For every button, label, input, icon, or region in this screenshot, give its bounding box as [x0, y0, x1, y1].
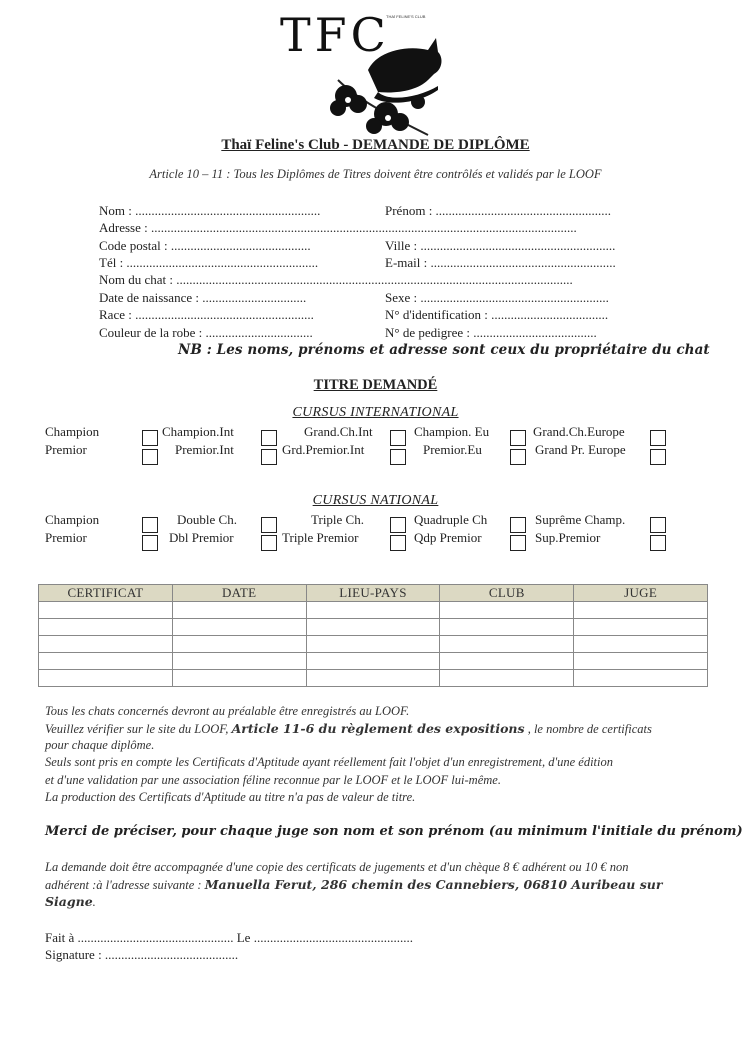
- option-label: Premior.Int: [175, 442, 234, 457]
- checkbox-champion[interactable]: [142, 430, 158, 446]
- field-identification: N° d'identification : ....................................: [385, 307, 609, 322]
- page-title: Thaï Feline's Club - DEMANDE DE DIPLÔME: [221, 137, 530, 153]
- field-sexe: Sexe : ..........................................................: [385, 290, 609, 305]
- demande-line-2: [45, 877, 662, 893]
- checkbox-nat-premior[interactable]: [142, 535, 158, 551]
- option-label: Premior: [45, 442, 87, 457]
- option-label: Champion.Int: [162, 424, 234, 439]
- note-text: Veuillez vérifier sur le site du LOOF,: [45, 722, 232, 736]
- demande-text: .: [92, 895, 96, 909]
- option-label: Grand Pr. Europe: [535, 442, 626, 457]
- table-cell[interactable]: [172, 619, 306, 636]
- option-label: Triple Premior: [282, 530, 359, 545]
- field-couleur: Couleur de la robe : .................................: [99, 325, 313, 340]
- cursus-national-heading: CURSUS NATIONAL: [312, 493, 439, 508]
- note-text: , le nombre de certificats: [524, 722, 652, 736]
- table-cell[interactable]: [39, 653, 173, 670]
- table-header-row: [39, 585, 708, 602]
- signature-field: Signature : .........................................: [45, 947, 239, 962]
- checkbox-champion-eu[interactable]: [510, 430, 526, 446]
- certificates-table: [38, 584, 708, 687]
- table-cell[interactable]: [440, 619, 574, 636]
- table-cell[interactable]: [172, 602, 306, 619]
- table-row: [39, 636, 708, 653]
- option-label: Suprême Champ.: [535, 512, 626, 527]
- table-row: [39, 653, 708, 670]
- option-label: Champion: [45, 512, 100, 527]
- checkbox-grd-premior-int[interactable]: [390, 449, 406, 465]
- option-label: Dbl Premior: [169, 530, 234, 545]
- option-label: Qdp Premior: [414, 530, 482, 545]
- checkbox-premior-int[interactable]: [261, 449, 277, 465]
- column-header: JUGE: [574, 585, 708, 602]
- option-label: Champion: [45, 424, 100, 439]
- checkbox-double-ch[interactable]: [261, 517, 277, 533]
- table-cell[interactable]: [440, 653, 574, 670]
- table-cell[interactable]: [39, 619, 173, 636]
- note-line-1: Tous les chats concernés devront au préalable être enregistrés au LOOF.: [45, 704, 410, 718]
- option-label: Grd.Premior.Int: [282, 442, 365, 457]
- table-cell[interactable]: [306, 670, 440, 687]
- titre-demande-heading: TITRE DEMANDÉ: [313, 377, 438, 393]
- club-logo: [278, 10, 448, 138]
- table-cell[interactable]: [306, 653, 440, 670]
- checkbox-premior[interactable]: [142, 449, 158, 465]
- field-date-naissance: Date de naissance : ................................: [99, 290, 307, 305]
- option-label: Sup.Premior: [535, 530, 601, 545]
- cursus-international-heading: CURSUS INTERNATIONAL: [292, 405, 459, 420]
- field-code-postal: Code postal : ...........................................: [99, 238, 311, 253]
- field-email: E-mail : .........................................................: [385, 255, 616, 270]
- table-row: [39, 670, 708, 687]
- field-adresse: Adresse : ...................................................................................................................................: [99, 220, 577, 235]
- table-cell[interactable]: [440, 602, 574, 619]
- field-race: Race : .......................................................: [99, 307, 314, 322]
- postal-address: Manuella Ferut, 286 chemin des Cannebiers, 06810 Auribeau sur: [204, 877, 663, 892]
- checkbox-dbl-premior[interactable]: [261, 535, 277, 551]
- table-cell[interactable]: [172, 653, 306, 670]
- demande-line-3: [45, 894, 96, 910]
- option-label: Premior: [45, 530, 87, 545]
- table-cell[interactable]: [574, 653, 708, 670]
- checkbox-nat-champion[interactable]: [142, 517, 158, 533]
- table-cell[interactable]: [172, 636, 306, 653]
- field-nom-chat: Nom du chat : ..........................................................................................................................: [99, 272, 573, 287]
- checkbox-supreme-champ[interactable]: [650, 517, 666, 533]
- merci-instruction: Merci de préciser, pour chaque juge son nom et son prénom (au minimum l'initiale du prénom): [45, 824, 743, 839]
- table-cell[interactable]: [306, 602, 440, 619]
- checkbox-premior-eu[interactable]: [510, 449, 526, 465]
- column-header: DATE: [172, 585, 306, 602]
- checkbox-triple-ch[interactable]: [390, 517, 406, 533]
- checkbox-grand-ch-int[interactable]: [390, 430, 406, 446]
- option-label: Triple Ch.: [311, 512, 364, 527]
- note-line-4: Seuls sont pris en compte les Certificats d'Aptitude ayant réellement fait l'objet d'un enregistrement, d'une édition: [45, 755, 614, 769]
- postal-address-city: Siagne: [45, 894, 93, 909]
- checkbox-quadruple-ch[interactable]: [510, 517, 526, 533]
- checkbox-sup-premior[interactable]: [650, 535, 666, 551]
- fait-a-field: Fait à ................................................ Le .................................................: [45, 930, 413, 945]
- table-cell[interactable]: [306, 619, 440, 636]
- option-label: Quadruple Ch: [414, 512, 488, 527]
- regulation-reference: Article 11-6 du règlement des expositions: [231, 721, 525, 736]
- field-prenom: Prénom : ......................................................: [385, 203, 612, 218]
- column-header: CLUB: [440, 585, 574, 602]
- table-cell[interactable]: [306, 636, 440, 653]
- field-nom: Nom : .........................................................: [99, 203, 321, 218]
- demande-text: adhérent :à l'adresse suivante :: [45, 878, 205, 892]
- demande-line-1: La demande doit être accompagnée d'une copie des certificats de jugements et d'un chèque 8 € adhérent ou 10 € non: [45, 860, 629, 874]
- table-cell[interactable]: [574, 670, 708, 687]
- field-tel: Tél : ...........................................................: [99, 255, 319, 270]
- table-cell[interactable]: [440, 670, 574, 687]
- logo-text: TFC: [280, 8, 390, 62]
- option-label: Premior.Eu: [423, 442, 482, 457]
- option-label: Grand.Ch.Europe: [533, 424, 625, 439]
- note-line-5: et d'une validation par une association féline reconnue par le LOOF et le LOOF lui-même.: [45, 773, 501, 787]
- table-cell[interactable]: [440, 636, 574, 653]
- table-row: [39, 602, 708, 619]
- column-header: CERTIFICAT: [39, 585, 173, 602]
- subtitle: Article 10 – 11 : Tous les Diplômes de Titres doivent être contrôlés et validés par le LOOF: [149, 167, 602, 181]
- checkbox-grand-ch-europe[interactable]: [650, 430, 666, 446]
- field-ville: Ville : ............................................................: [385, 238, 616, 253]
- table-row: [39, 619, 708, 636]
- table-cell[interactable]: [39, 636, 173, 653]
- option-label: Double Ch.: [177, 512, 237, 527]
- checkbox-qdp-premior[interactable]: [510, 535, 526, 551]
- note-line-6: La production des Certificats d'Aptitude au titre n'a pas de valeur de titre.: [45, 790, 416, 804]
- logo-small-text: THAÏ FELINE'S CLUB: [386, 14, 426, 19]
- note-line-2: [45, 721, 652, 737]
- checkbox-champion-int[interactable]: [261, 430, 277, 446]
- option-label: Champion. Eu: [414, 424, 490, 439]
- checkbox-grand-pr-europe[interactable]: [650, 449, 666, 465]
- table-cell[interactable]: [39, 602, 173, 619]
- table-cell[interactable]: [574, 602, 708, 619]
- field-pedigree: N° de pedigree : ......................................: [385, 325, 597, 340]
- table-cell[interactable]: [39, 670, 173, 687]
- owner-note: NB : Les noms, prénoms et adresse sont ceux du propriétaire du chat: [178, 342, 710, 358]
- table-cell[interactable]: [574, 636, 708, 653]
- checkbox-triple-premior[interactable]: [390, 535, 406, 551]
- table-cell[interactable]: [172, 670, 306, 687]
- note-line-3: pour chaque diplôme.: [45, 738, 155, 752]
- column-header: LIEU-PAYS: [306, 585, 440, 602]
- table-cell[interactable]: [574, 619, 708, 636]
- option-label: Grand.Ch.Int: [304, 424, 373, 439]
